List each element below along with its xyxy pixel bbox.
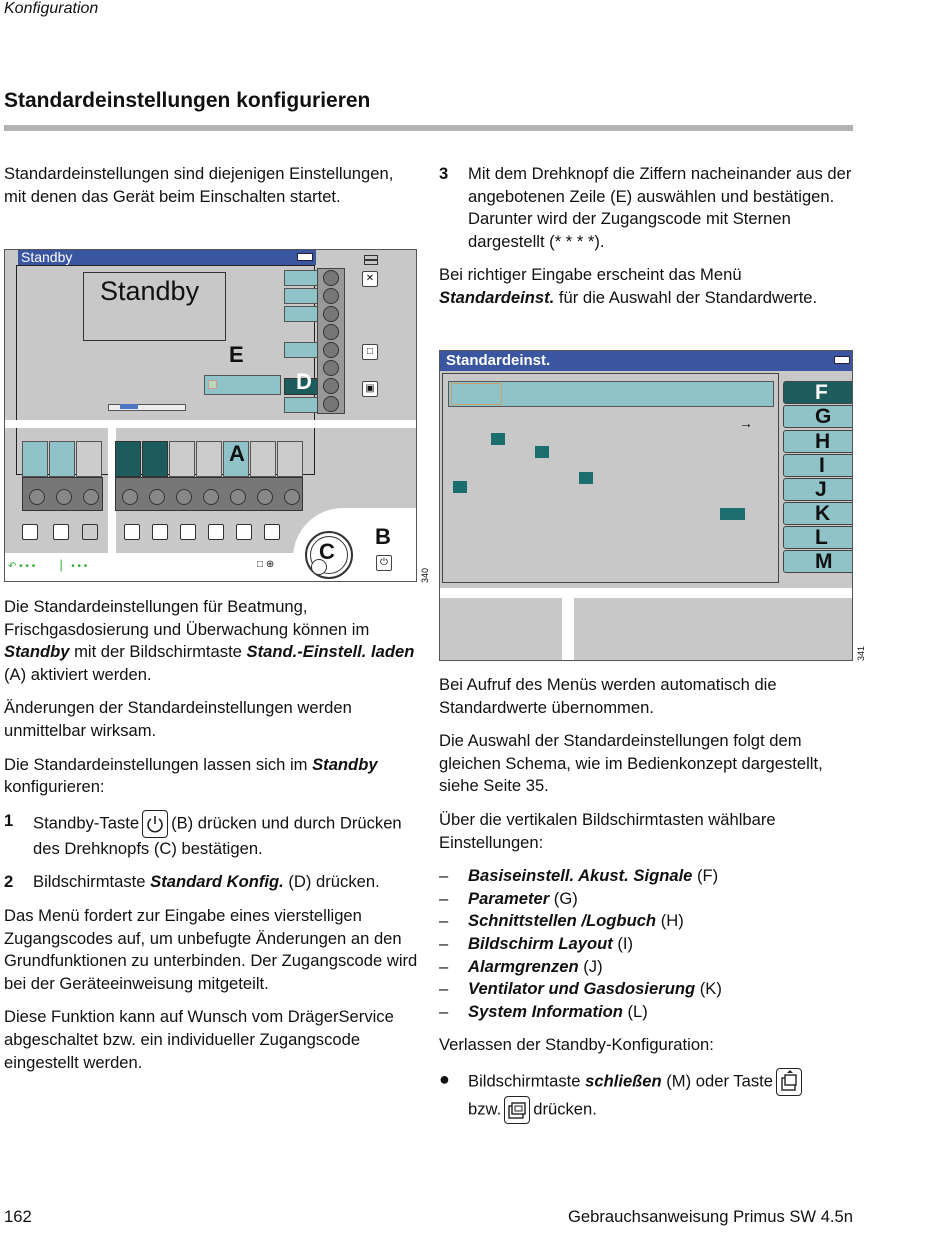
hard-key[interactable] <box>22 524 38 540</box>
text-bold: Basiseinstell. Akust. Signale <box>468 866 693 886</box>
softkey-3[interactable] <box>284 306 320 322</box>
text: bzw. <box>468 1099 502 1119</box>
softkey-l[interactable]: L <box>783 526 853 549</box>
bottom-key-6[interactable] <box>169 441 195 477</box>
list-item <box>439 865 859 888</box>
bullet-text <box>468 1068 805 1124</box>
label-a: A <box>229 441 245 466</box>
text: drücken. <box>533 1099 597 1119</box>
list-item <box>439 933 859 956</box>
standby-power-icon[interactable]: ⏻ <box>376 555 392 571</box>
softkey-g[interactable]: G <box>783 405 853 428</box>
paragraph: Diese Funktion kann auf Wunsch vom DrägerService abgeschaltet bzw. ein individueller Zugangscode eingestellt werden. <box>4 1007 394 1072</box>
settings-list <box>439 865 859 1023</box>
list-item <box>439 978 859 1001</box>
softkey-2[interactable] <box>284 288 320 304</box>
page-title: Standardeinstellungen konfigurieren <box>4 89 371 112</box>
softkey-knob <box>323 288 339 304</box>
dash: – <box>439 933 449 953</box>
text: Standby-Taste <box>33 813 140 833</box>
key-knob <box>83 489 99 505</box>
list-item <box>439 1001 859 1024</box>
dash: – <box>439 911 449 931</box>
text-bold: Standby <box>312 754 378 774</box>
paragraph <box>4 596 424 686</box>
bottom-key-4[interactable] <box>115 441 141 477</box>
label-d: D <box>296 369 312 394</box>
dash: – <box>439 956 449 976</box>
dash: – <box>439 979 449 999</box>
item-text <box>468 910 684 933</box>
bottom-key-3[interactable] <box>76 441 102 477</box>
step-number: 2 <box>4 872 14 892</box>
standardeinst-title-bar: Standardeinst. <box>440 351 852 371</box>
paragraph: Über die vertikalen Bildschirmtasten wählbare Einstellungen: <box>439 809 776 852</box>
hard-key[interactable] <box>236 524 252 540</box>
screen-divider <box>5 420 417 428</box>
step-2 <box>4 871 424 894</box>
right-intro <box>439 163 853 321</box>
screen-divider <box>440 588 853 598</box>
softkey-4[interactable] <box>284 342 320 358</box>
paragraph: Verlassen der Standby-Konfiguration: <box>439 1035 714 1055</box>
text: (K) <box>695 979 722 999</box>
text-bold: Stand.-Einstell. laden <box>246 642 415 662</box>
label-e: E <box>229 342 244 367</box>
text-bold: Bildschirm Layout <box>468 933 613 953</box>
softkey-i[interactable]: I <box>783 454 853 477</box>
step-text: Mit dem Drehknopf die Ziffern nacheinander aus der angebotenen Zeile (E) auswählen und bestätigen. Darunter wird der Zugangscode mit Sternen dargestellt (* * * *). <box>468 164 852 251</box>
item-text <box>468 956 603 979</box>
list-item <box>439 956 859 979</box>
intro-paragraph: Standardeinstellungen sind diejenigen Einstellungen, mit denen das Gerät beim Einschalten startet. <box>4 164 394 206</box>
hard-key[interactable] <box>180 524 196 540</box>
text: mit der Bildschirmtaste <box>69 642 247 662</box>
dash: – <box>439 866 449 886</box>
paragraph <box>4 754 424 799</box>
bottom-key-1[interactable] <box>22 441 48 477</box>
dash: – <box>439 1001 449 1021</box>
paragraph: Änderungen der Standardeinstellungen werden unmittelbar wirksam. <box>4 698 352 740</box>
standby-power-icon <box>142 810 168 838</box>
softkey-knob <box>323 306 339 322</box>
document-title: Gebrauchsanweisung Primus SW 4.5n <box>568 1207 853 1226</box>
text: (H) <box>656 911 684 931</box>
text-bold: Standby <box>4 642 70 662</box>
text-bold: Parameter <box>468 888 550 908</box>
running-header: Konfiguration <box>4 0 99 17</box>
softkey-knob <box>323 360 339 376</box>
dash: – <box>439 888 449 908</box>
bottom-key-10[interactable] <box>277 441 303 477</box>
item-text <box>468 933 633 956</box>
setting-marker-wide <box>720 508 745 520</box>
menu-lines-icon <box>364 260 378 265</box>
step-number: 3 <box>439 164 449 183</box>
hard-key[interactable] <box>208 524 224 540</box>
text: (L) <box>622 1001 648 1021</box>
bullet-dot: ● <box>439 1068 450 1089</box>
standby-screen-figure <box>4 249 417 582</box>
right-body <box>439 674 859 1135</box>
key-knob <box>56 489 72 505</box>
item-text <box>468 978 722 1001</box>
list-item <box>439 910 859 933</box>
softkey-knob <box>323 342 339 358</box>
item-text <box>468 888 578 911</box>
softkey-knob <box>323 324 339 340</box>
text: (I) <box>612 933 634 953</box>
code-cursor <box>208 380 217 389</box>
bottom-key-7[interactable] <box>196 441 222 477</box>
status-indicators: ↶ • • • ▏ • • • <box>8 561 88 572</box>
bullet-item <box>439 1068 859 1124</box>
step-text <box>33 871 380 894</box>
step-1 <box>4 810 424 861</box>
standby-title-bar: Standby <box>18 250 316 265</box>
text: Bildschirmtaste <box>33 872 151 892</box>
bottom-key-2[interactable] <box>49 441 75 477</box>
row-cursor <box>451 383 502 405</box>
softkey-j[interactable]: J <box>783 478 853 501</box>
close-key-icon <box>776 1068 802 1096</box>
setting-marker <box>491 433 505 445</box>
key-knob <box>284 489 300 505</box>
paragraph: Bei Aufruf des Menüs werden automatisch die Standardwerte übernommen. <box>439 675 777 717</box>
alarm-mute-icon[interactable]: ✕ <box>362 271 378 287</box>
progress-fill <box>120 404 138 409</box>
setting-marker <box>453 481 467 493</box>
text-bold: System Information <box>468 1001 623 1021</box>
text-bold: Standardeinst. <box>439 287 555 307</box>
screen-key-icon[interactable]: □ <box>362 344 378 360</box>
key-knob <box>149 489 165 505</box>
hard-key[interactable] <box>152 524 168 540</box>
screen-key-icon <box>504 1096 530 1124</box>
bottom-key-9[interactable] <box>250 441 276 477</box>
standardeinst-screen-figure <box>439 350 853 661</box>
softkey-f[interactable]: F <box>783 381 853 404</box>
label-b: B <box>375 524 391 549</box>
softkey-1[interactable] <box>284 270 320 286</box>
key-knob <box>176 489 192 505</box>
screen-divider-vertical <box>562 598 574 661</box>
step-3 <box>439 163 853 253</box>
setting-marker <box>579 472 593 484</box>
left-intro <box>4 163 414 219</box>
text-bold: schließen <box>585 1071 662 1091</box>
battery-icon <box>834 356 850 364</box>
key-knob <box>122 489 138 505</box>
softkey-6[interactable] <box>284 397 320 413</box>
text: Bei richtiger Eingabe erscheint das Menü <box>439 265 742 285</box>
text: (J) <box>578 956 603 976</box>
softkey-knob <box>323 378 339 394</box>
key-knob <box>203 489 219 505</box>
left-body <box>4 596 424 1085</box>
text: (D) drücken. <box>283 872 380 892</box>
text: (G) <box>549 888 578 908</box>
setting-marker <box>535 446 549 458</box>
hard-key[interactable] <box>82 524 98 540</box>
text-bold: Ventilator und Gasdosierung <box>468 979 696 999</box>
close-screen-icon[interactable]: ▣ <box>362 381 378 397</box>
list-item <box>439 888 859 911</box>
figure-number: 340 <box>420 567 430 583</box>
text: Die Standardeinstellungen für Beatmung, Frischgasdosierung und Überwachung können im <box>4 597 370 639</box>
item-text <box>468 1001 648 1024</box>
step-number: 1 <box>4 810 14 830</box>
paragraph: Das Menü fordert zur Eingabe eines vierstelligen Zugangscodes auf, um unbefugte Änderungen an den Grundfunktionen zu unterbinden. Der Zugangscode wird bei der Geräteeinweisung mitgeteilt. <box>4 905 418 993</box>
bottom-key-5[interactable] <box>142 441 168 477</box>
softkey-m[interactable]: M <box>783 550 853 573</box>
text: Bildschirmtaste <box>468 1071 586 1091</box>
paragraph: Die Auswahl der Standardeinstellungen folgt dem gleichen Schema, wie im Bedienkonzept dargestellt, siehe Seite 35. <box>439 731 823 796</box>
text: (A) aktiviert werden. <box>4 664 152 684</box>
label-c: C <box>319 539 335 564</box>
title-rule <box>4 125 853 131</box>
hard-key[interactable] <box>124 524 140 540</box>
softkey-knob <box>323 396 339 412</box>
status-icons: □ ⊕ <box>257 559 275 570</box>
battery-icon <box>297 253 313 261</box>
softkey-knob <box>323 270 339 286</box>
arrow-icon: → <box>739 415 753 431</box>
step-text <box>33 810 424 861</box>
page-number: 162 <box>4 1207 32 1226</box>
softkey-h[interactable]: H <box>783 430 853 453</box>
text-bold: Alarmgrenzen <box>468 956 579 976</box>
text: für die Auswahl der Standardwerte. <box>554 287 818 307</box>
key-knob <box>257 489 273 505</box>
text: (B) drücken und durch Drücken des Drehknopfs (C) bestätigen. <box>33 813 402 858</box>
text: (M) oder Taste <box>661 1071 773 1091</box>
hard-key[interactable] <box>53 524 69 540</box>
standby-box: Standby <box>83 272 226 341</box>
figure-number: 341 <box>856 645 866 661</box>
text-bold: Schnittstellen /Logbuch <box>468 911 657 931</box>
item-text <box>468 865 718 888</box>
text-bold: Standard Konfig. <box>150 872 284 892</box>
softkey-k[interactable]: K <box>783 502 853 525</box>
key-knob <box>230 489 246 505</box>
key-knob <box>29 489 45 505</box>
paragraph <box>439 264 853 309</box>
text: (F) <box>692 866 719 886</box>
text: konfigurieren: <box>4 777 105 797</box>
text: Die Standardeinstellungen lassen sich im <box>4 754 313 774</box>
hard-key[interactable] <box>264 524 280 540</box>
